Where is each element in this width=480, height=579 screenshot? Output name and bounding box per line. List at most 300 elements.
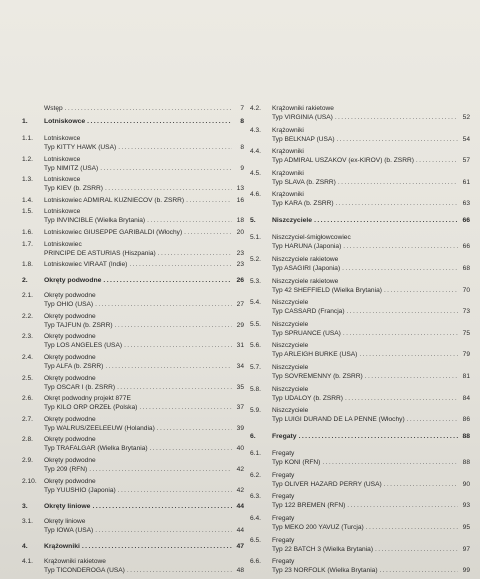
- toc-line: [44, 566, 244, 575]
- toc-page-number: 35: [236, 383, 244, 391]
- leader-dots: [384, 286, 458, 295]
- toc-chapter: [22, 276, 244, 285]
- toc-number: 1.8.: [22, 261, 33, 269]
- toc-entry: [22, 291, 244, 309]
- toc-number: 1.4.: [22, 196, 33, 204]
- toc-number: 5.2.: [250, 255, 261, 263]
- toc-page-number: 79: [462, 351, 470, 359]
- toc-title: Lotniskowiec ADMIRAL KUZNIECOV (b. ZSRR): [44, 196, 185, 204]
- toc-title: Okręty podwodne: [44, 415, 96, 423]
- toc-line: [272, 480, 470, 489]
- toc-line: [44, 517, 244, 526]
- toc-line: [272, 216, 470, 225]
- toc-line: [272, 501, 470, 510]
- toc-number: 3.: [22, 502, 28, 510]
- toc-line: [44, 394, 244, 403]
- leader-dots: [117, 383, 232, 392]
- toc-line: [272, 432, 470, 441]
- toc-title: Krążowniki: [44, 542, 80, 550]
- toc-title: Typ INVINCIBLE (Wielka Brytania): [44, 217, 146, 225]
- toc-title: Niszczyciele: [272, 407, 309, 415]
- toc-entry: [250, 557, 470, 575]
- leader-dots: [127, 566, 232, 575]
- toc-title: Typ TICONDEROGA (USA): [44, 566, 125, 574]
- toc-title: Okręty liniowe: [44, 502, 91, 510]
- toc-number: 5.5.: [250, 320, 261, 328]
- toc-line: [44, 260, 244, 269]
- toc-title: Typ IOWA (USA): [44, 526, 94, 534]
- toc-line: [44, 415, 244, 424]
- toc-page-number: 16: [236, 196, 244, 204]
- toc-chapter: [250, 432, 470, 441]
- toc-entry: [250, 147, 470, 165]
- toc-line: [272, 329, 470, 338]
- toc-title: Niszczyciele: [272, 299, 309, 307]
- toc-entry: [22, 394, 244, 412]
- leader-dots: [375, 545, 458, 554]
- toc-number: 1.6.: [22, 228, 33, 236]
- toc-line: [272, 514, 470, 523]
- leader-dots: [347, 307, 458, 316]
- toc-right-column: [250, 104, 470, 579]
- toc-title: Typ KIEV (b. ZSRR): [44, 185, 103, 193]
- toc-number: 2.5.: [22, 374, 33, 382]
- toc-title: Typ UDALOY (b. ZSRR): [272, 394, 343, 402]
- toc-number: 6.: [250, 433, 256, 441]
- toc-number: 1.1.: [22, 135, 33, 142]
- toc-line: [272, 372, 470, 381]
- toc-page-number: 9: [240, 164, 244, 172]
- toc-entry: [250, 255, 470, 273]
- toc-title: Typ HARUNA (Japonia): [272, 243, 342, 251]
- toc-number: 2.1.: [22, 292, 33, 300]
- toc-entry: [22, 240, 244, 258]
- toc-title: Typ 23 NORFOLK (Wielka Brytania): [272, 567, 378, 575]
- toc-page-number: 66: [462, 243, 470, 251]
- toc-line: [272, 233, 470, 242]
- toc-line: [44, 155, 244, 164]
- toc-page-number: 44: [236, 526, 244, 534]
- leader-dots: [380, 566, 458, 575]
- toc-number: 2.: [22, 277, 28, 285]
- toc-entry: [22, 456, 244, 474]
- toc-title: Typ WALRUS/ZEELEEUW (Holandia): [44, 424, 155, 432]
- toc-title: Typ TRAFALGAR (Wielka Brytania): [44, 445, 148, 453]
- toc-title: Fregaty: [272, 558, 295, 566]
- leader-dots: [186, 196, 232, 205]
- toc-line: [272, 406, 470, 415]
- toc-title: Fregaty: [272, 450, 295, 458]
- toc-line: [272, 557, 470, 566]
- toc-entry: [250, 536, 470, 554]
- toc-line: [272, 147, 470, 156]
- toc-entry: [22, 517, 244, 535]
- toc-line: [44, 300, 244, 309]
- toc-title: Niszczyciele: [272, 363, 309, 371]
- leader-dots: [322, 458, 458, 467]
- toc-number: 2.4.: [22, 353, 33, 361]
- toc-title: Typ 209 (RFN): [44, 465, 88, 473]
- toc-line: [272, 286, 470, 295]
- toc-title: Typ SLAVA (b. ZSRR): [272, 178, 336, 186]
- leader-dots: [95, 300, 232, 309]
- leader-dots: [338, 178, 458, 187]
- toc-title: Typ 122 BREMEN (RFN): [272, 502, 346, 510]
- toc-line: [44, 526, 244, 535]
- toc-title: Typ LUIGI DURAND DE LA PENNE (Włochy): [272, 416, 405, 424]
- leader-dots: [150, 444, 232, 453]
- toc-line: [44, 341, 244, 350]
- toc-title: Typ MEKO 200 YAVUZ (Turcja): [272, 523, 364, 531]
- leader-dots: [299, 432, 458, 441]
- toc-number: 2.10.: [22, 477, 37, 485]
- toc-number: 1.2.: [22, 155, 33, 163]
- toc-number: 6.1.: [250, 450, 261, 458]
- toc-page-number: 86: [462, 416, 470, 424]
- leader-dots: [343, 329, 458, 338]
- leader-dots: [157, 424, 232, 433]
- toc-title: Typ CASSARD (Francja): [272, 308, 345, 316]
- toc-number: 2.7.: [22, 415, 33, 423]
- leader-dots: [365, 372, 458, 381]
- toc-number: 6.2.: [250, 471, 261, 479]
- toc-line: [44, 175, 244, 184]
- toc-line: [272, 394, 470, 403]
- toc-line: [44, 362, 244, 371]
- toc-line: [44, 542, 244, 551]
- toc-number: 2.6.: [22, 395, 33, 403]
- leader-dots: [343, 242, 458, 251]
- leader-dots: [347, 501, 458, 510]
- toc-line: [44, 249, 244, 258]
- toc-page-number: 8: [240, 118, 244, 125]
- toc-title: Okręty podwodne: [44, 436, 96, 444]
- toc-line: [44, 240, 244, 249]
- toc-line: [272, 449, 470, 458]
- toc-title: Fregaty: [272, 433, 297, 441]
- toc-line: [44, 374, 244, 383]
- toc-title: Typ 22 BATCH 3 (Wielka Brytania): [272, 545, 374, 553]
- toc-page-number: 93: [462, 502, 470, 510]
- leader-dots: [89, 465, 232, 474]
- toc-number: 2.3.: [22, 333, 33, 341]
- toc-title: Lotniskowce: [44, 118, 86, 125]
- toc-line: [272, 523, 470, 532]
- toc-number: 6.3.: [250, 493, 261, 501]
- leader-dots: [118, 143, 232, 152]
- toc-number: 5.1.: [250, 234, 261, 242]
- toc-title: Lotniskowce: [44, 155, 81, 163]
- toc-title: Niszczyciele rakietowe: [272, 255, 339, 263]
- toc-title: Fregaty: [272, 536, 295, 544]
- toc-entry: [22, 435, 244, 453]
- toc-title: Typ OHIO (USA): [44, 301, 94, 309]
- toc-line: [44, 276, 244, 285]
- toc-entry: [250, 449, 470, 467]
- toc-title: Typ BELKNAP (USA): [272, 135, 335, 143]
- toc-entry: [250, 277, 470, 295]
- toc-entry: [22, 134, 244, 152]
- leader-dots: [337, 135, 458, 144]
- toc-page-number: 40: [236, 445, 244, 453]
- toc-line: [272, 126, 470, 135]
- toc-line: [272, 536, 470, 545]
- toc-page-number: 7: [240, 105, 244, 112]
- toc-entry: [250, 320, 470, 338]
- leader-dots: [158, 249, 232, 258]
- toc-line: [272, 458, 470, 467]
- toc-line: [272, 566, 470, 575]
- toc-page-number: 99: [462, 567, 470, 575]
- toc-page-number: 88: [462, 433, 470, 441]
- toc-line: [44, 164, 244, 173]
- leader-dots: [103, 276, 232, 285]
- toc-title: Okręty podwodne: [44, 292, 96, 300]
- toc-line: [44, 143, 244, 152]
- toc-line: [44, 196, 244, 205]
- toc-entry: [22, 477, 244, 495]
- toc-page-number: 23: [236, 261, 244, 269]
- toc-entry: [250, 406, 470, 424]
- toc-line: [44, 312, 244, 321]
- toc-title: Typ KILO ORP ORZEŁ (Polska): [44, 404, 138, 412]
- toc-title: Okręty podwodne: [44, 456, 96, 464]
- leader-dots: [124, 341, 232, 350]
- toc-title: Typ YUUSHIO (Japonia): [44, 486, 116, 494]
- toc-number: 5.8.: [250, 385, 261, 393]
- toc-line: [44, 228, 244, 237]
- toc-line: [44, 444, 244, 453]
- toc-page-number: 81: [462, 372, 470, 380]
- toc-chapter: [250, 216, 470, 225]
- toc-title: Typ KITTY HAWK (USA): [44, 144, 117, 151]
- toc-line: [272, 104, 470, 113]
- leader-dots: [87, 117, 232, 126]
- toc-page-number: 47: [236, 542, 244, 550]
- toc-page-number: 57: [462, 157, 470, 165]
- leader-dots: [314, 216, 458, 225]
- toc-page-number: 26: [236, 277, 244, 285]
- toc-title: Niszczyciele: [272, 342, 309, 350]
- toc-page-number: 48: [236, 566, 244, 574]
- toc-title: Typ 42 SHEFFIELD (Wielka Brytania): [272, 286, 382, 294]
- toc-line: [272, 190, 470, 199]
- toc-title: Typ OSCAR I (b. ZSRR): [44, 383, 116, 391]
- toc-entry: [22, 207, 244, 225]
- toc-chapter: [22, 117, 244, 126]
- toc-title: Niszczyciele: [272, 385, 309, 393]
- toc-entry: [250, 126, 470, 144]
- toc-number: 1.3.: [22, 176, 33, 184]
- toc-line: [44, 486, 244, 495]
- toc-line: [272, 255, 470, 264]
- toc-number: 4.3.: [250, 126, 261, 134]
- toc-chapter: [22, 542, 244, 551]
- leader-dots: [105, 362, 232, 371]
- toc-line: [44, 477, 244, 486]
- toc-number: 5.7.: [250, 363, 261, 371]
- toc-line: [44, 104, 244, 113]
- toc-line: [272, 199, 470, 208]
- toc-line: [272, 277, 470, 286]
- leader-dots: [335, 113, 458, 122]
- toc-page-number: 44: [236, 502, 244, 510]
- toc-title: Lotniskowce: [44, 208, 81, 216]
- toc-line: [272, 415, 470, 424]
- toc-line: [44, 403, 244, 412]
- toc-page-number: 31: [236, 342, 244, 350]
- toc-page-number: 18: [236, 217, 244, 225]
- toc-title: Okręty liniowe: [44, 517, 86, 525]
- toc-entry: [22, 557, 244, 575]
- toc-number: 5.9.: [250, 407, 261, 415]
- toc-entry: [22, 353, 244, 371]
- toc-entry: [250, 190, 470, 208]
- leader-dots: [407, 415, 458, 424]
- toc-number: 1.: [22, 118, 28, 125]
- toc-page-number: 84: [462, 394, 470, 402]
- toc-line: [44, 383, 244, 392]
- toc-entry: [22, 374, 244, 392]
- toc-page-number: 70: [462, 286, 470, 294]
- toc-line: [272, 156, 470, 165]
- toc-number: 3.1.: [22, 517, 33, 525]
- toc-line: [44, 502, 244, 511]
- toc-number: 5.: [250, 217, 256, 225]
- leader-dots: [105, 184, 232, 193]
- toc-page-number: 8: [240, 144, 244, 151]
- leader-dots: [115, 321, 232, 330]
- toc-title: Fregaty: [272, 471, 295, 479]
- toc-entry: [250, 341, 470, 359]
- toc-title: Typ ADMIRAL USZAKOV (ex-KIROV) (b. ZSRR): [272, 157, 414, 165]
- toc-title: Fregaty: [272, 514, 295, 522]
- toc-page-number: 88: [462, 459, 470, 467]
- toc-title: Okręty podwodne: [44, 333, 96, 341]
- toc-number: 5.4.: [250, 299, 261, 307]
- leader-dots: [366, 523, 458, 532]
- toc-number: 1.7.: [22, 240, 33, 248]
- toc-number: 5.6.: [250, 342, 261, 350]
- toc-number: 6.4.: [250, 514, 261, 522]
- toc-chapter: [22, 502, 244, 511]
- toc-line: [272, 264, 470, 273]
- toc-number: 4.2.: [250, 105, 261, 112]
- toc-title: Niszczyciele: [272, 217, 313, 225]
- toc-line: [272, 385, 470, 394]
- toc-title: Typ OLIVER HAZARD PERRY (USA): [272, 480, 382, 488]
- toc-line: [44, 216, 244, 225]
- toc-title: Krążowniki: [272, 191, 304, 199]
- toc-title: Okręty podwodne: [44, 374, 96, 382]
- toc-line: [44, 424, 244, 433]
- toc-page-number: 68: [462, 264, 470, 272]
- toc-number: 6.5.: [250, 536, 261, 544]
- toc-title: Typ ARLEIGH BURKE (USA): [272, 351, 358, 359]
- toc-title: Niszczyciele: [272, 320, 309, 328]
- toc-number: 2.2.: [22, 312, 33, 320]
- toc-page-number: 42: [236, 465, 244, 473]
- toc-line: [44, 117, 244, 126]
- toc-page-number: 97: [462, 545, 470, 553]
- toc-line: [44, 456, 244, 465]
- toc-entry: [250, 492, 470, 510]
- toc-title: Niszczyciele rakietowe: [272, 277, 339, 285]
- toc-title: Lotniskowce: [44, 135, 81, 142]
- toc-title: Typ TAJFUN (b. ZSRR): [44, 321, 113, 329]
- toc-entry: [250, 104, 470, 122]
- toc-entry: [22, 155, 244, 173]
- toc-entry: [22, 260, 244, 269]
- toc-title: PRINCIPE DE ASTURIAS (Hiszpania): [44, 249, 156, 257]
- toc-title: Okręty podwodne: [44, 353, 96, 361]
- toc-page-number: 66: [462, 217, 470, 225]
- toc-page-number: 73: [462, 308, 470, 316]
- toc-title: Typ NIMITZ (USA): [44, 164, 99, 172]
- leader-dots: [118, 486, 232, 495]
- toc-line: [44, 557, 244, 566]
- toc-number: 4.: [22, 542, 28, 550]
- toc-title: Typ ALFA (b. ZSRR): [44, 362, 104, 370]
- toc-page-number: 29: [236, 321, 244, 329]
- toc-title: Typ KONI (RFN): [272, 459, 321, 467]
- toc-entry: [22, 332, 244, 350]
- toc-line: [44, 321, 244, 330]
- toc-line: [44, 134, 244, 143]
- toc-line: [272, 471, 470, 480]
- toc-line: [272, 545, 470, 554]
- toc-line: [44, 291, 244, 300]
- toc-page-number: 13: [236, 185, 244, 193]
- toc-title: Okręty podwodne: [44, 312, 96, 320]
- toc-page-number: 95: [462, 523, 470, 531]
- leader-dots: [359, 350, 458, 359]
- toc-number: 1.5.: [22, 208, 33, 216]
- toc-title: Typ LOS ANGELES (USA): [44, 342, 123, 350]
- toc-line: [272, 242, 470, 251]
- toc-page-number: 20: [236, 228, 244, 236]
- leader-dots: [336, 199, 458, 208]
- toc-page-number: 90: [462, 480, 470, 488]
- toc-title: Lotniskowce: [44, 176, 81, 184]
- leader-dots: [416, 156, 458, 165]
- toc-page-number: 75: [462, 329, 470, 337]
- toc-title: Wstęp: [44, 105, 63, 112]
- toc-entry: [250, 471, 470, 489]
- toc-entry: [250, 363, 470, 381]
- leader-dots: [129, 260, 232, 269]
- toc-line: [272, 341, 470, 350]
- toc-page-number: 39: [236, 424, 244, 432]
- toc-entry: [250, 514, 470, 532]
- toc-title: Typ ASAGIRI (Japonia): [272, 264, 341, 272]
- toc-title: Typ SPRUANCE (USA): [272, 329, 341, 337]
- toc-title: Okręty podwodne: [44, 277, 102, 285]
- toc-number: 4.1.: [22, 557, 33, 565]
- toc-number: 5.3.: [250, 277, 261, 285]
- toc-entry: [22, 175, 244, 193]
- toc-title: Typ SOVREMENNY (b. ZSRR): [272, 372, 363, 380]
- toc-title: Fregaty: [272, 493, 295, 501]
- leader-dots: [100, 164, 232, 173]
- toc-line: [44, 207, 244, 216]
- toc-line: [272, 320, 470, 329]
- leader-dots: [65, 104, 232, 113]
- toc-page-number: 61: [462, 178, 470, 186]
- toc-title: Okręty podwodne: [44, 477, 96, 485]
- toc-line: [44, 353, 244, 362]
- toc-title: Krążowniki: [272, 169, 304, 177]
